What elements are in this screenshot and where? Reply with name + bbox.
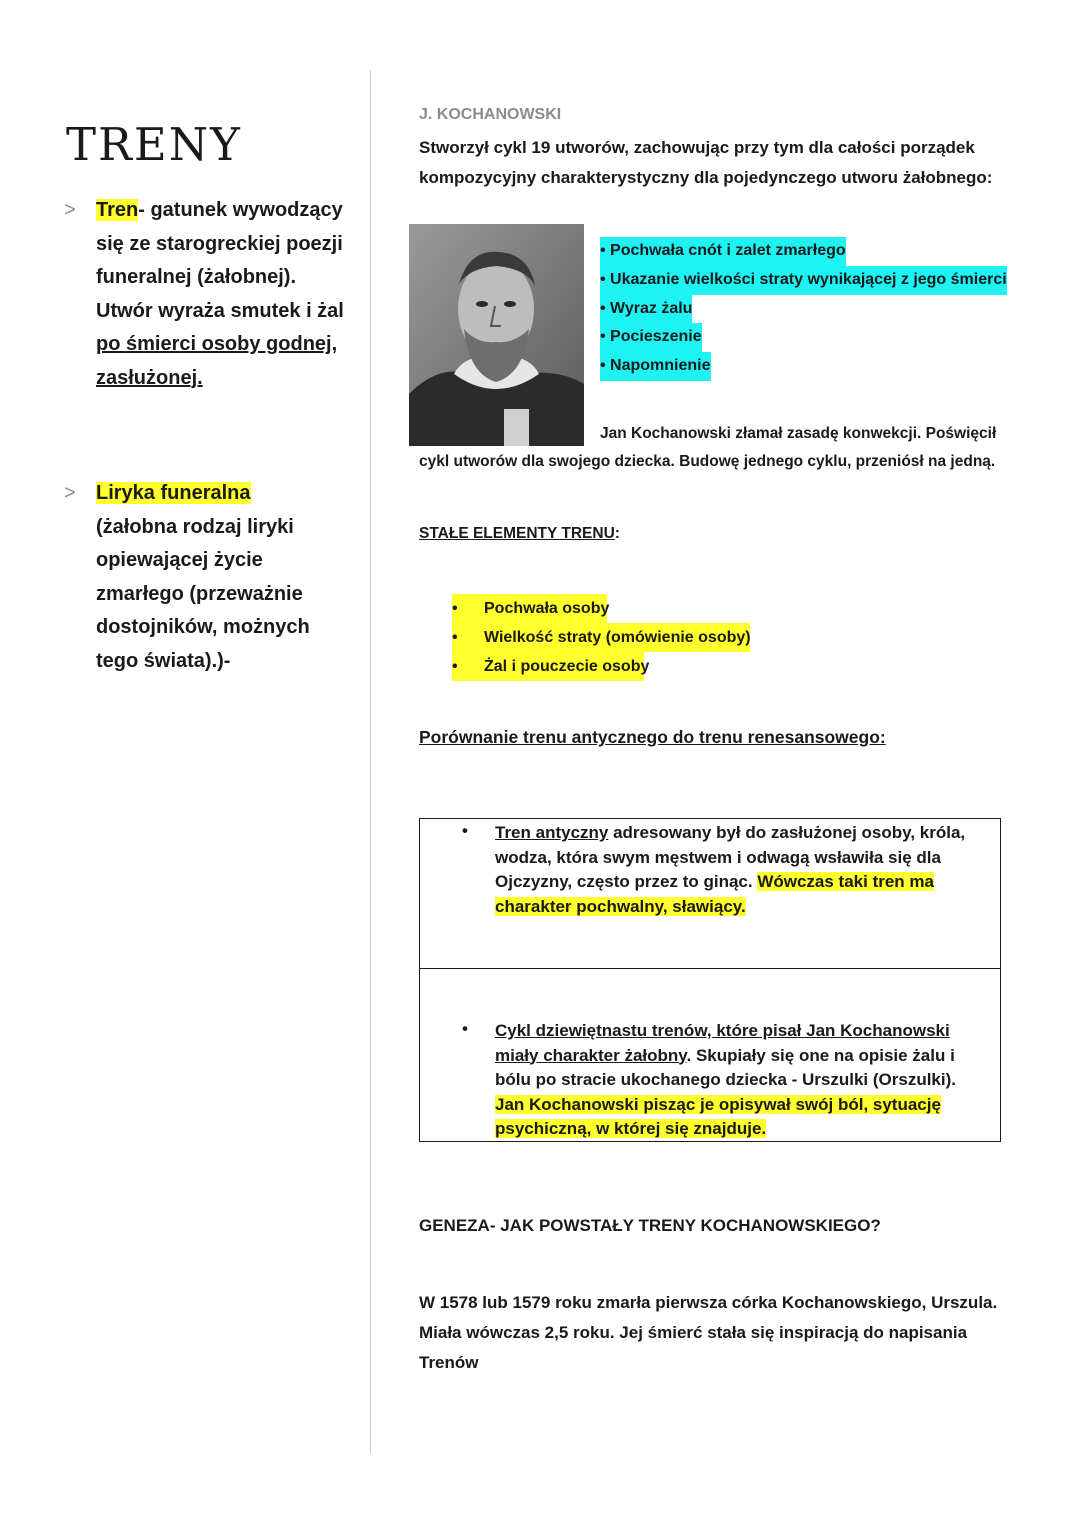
list-item-label: Żal i pouczecie osoby (484, 658, 650, 675)
renaissance-lament-text: . Skupiały się one na opisie żalu i bólu po stracie ukochanego dziecka - Urszulki (Orszulki). (495, 1045, 956, 1089)
elements-heading (419, 525, 620, 543)
renaissance-lament-cell (495, 1019, 973, 1142)
antique-lament-highlight: Wówczas taki tren ma charakter pochwalny, sławiący. (495, 872, 934, 916)
definition-liryka-text: (żałobna rodzaj liryki opiewającej życie zmarłego (przeważnie dostojników, możnych tego świata).)- (96, 515, 310, 672)
term-tren: Tren (96, 199, 139, 221)
bullet-dot-icon: • (462, 821, 468, 840)
elements-list (452, 594, 750, 681)
comparison-table (419, 818, 1001, 1142)
list-item: • Pochwała cnót i zalet zmarłego (600, 237, 846, 266)
list-item (452, 623, 750, 652)
list-item: • Napomnienie (600, 352, 711, 381)
definition-tren (96, 194, 346, 395)
bullet-arrow-icon: > (64, 199, 76, 221)
definition-liryka (96, 477, 346, 678)
list-item: • Pocieszenie (600, 323, 702, 352)
genesis-paragraph: W 1578 lub 1579 roku zmarła pierwsza córka Kochanowskiego, Urszula. Miała wówczas 2,5 roku. Jej śmierć stała się inspiracją do napisania Trenów (419, 1293, 998, 1372)
list-item: • Wyraz żalu (600, 295, 692, 324)
table-row-separator (420, 968, 1000, 969)
elements-heading-text: STAŁE ELEMENTY TRENU (419, 525, 615, 542)
renaissance-lament-highlight: Jan Kochanowski pisząc je opisywał swój ból, sytuację psychiczną, w której się znajduje. (495, 1094, 941, 1138)
antique-lament-text: adresowany był do zasłużonej osoby, króla, wodza, która swym męstwem i odwagą wsławiła się dla Ojczyzny, często przez to ginąc. (495, 823, 966, 891)
intro-paragraph: Stworzył cykl 19 utworów, zachowując przy tym dla całości porządek kompozycyjny charakterystyczny dla pojedynczego utworu żałobnego: (419, 138, 993, 187)
list-item (452, 594, 610, 623)
list-item-label: Wielkość straty (omówienie osoby) (484, 629, 751, 646)
column-divider (370, 70, 371, 1454)
antique-lament-term: Tren antyczny (495, 823, 609, 842)
kochanowski-portrait (409, 224, 584, 446)
page-title: TRENY (66, 118, 242, 171)
elements-heading-colon: : (614, 525, 620, 542)
lament-structure-list (600, 237, 1007, 381)
definition-tren-underlined: po śmierci osoby godnej, zasłużonej. (96, 333, 338, 389)
convention-line-2: cykl utworów dla swojego dziecka. Budowę jednego cyklu, przeniósł na jedną. (419, 453, 996, 470)
bullet-dot-icon: • (452, 600, 458, 617)
bullet-dot-icon: • (452, 658, 458, 675)
list-item: • Ukazanie wielkości straty wynikającej z jego śmierci (600, 266, 1007, 295)
bullet-dot-icon: • (462, 1019, 468, 1038)
definition-tren-text: - gatunek wywodzący się ze starogreckiej poezji funeralnej (żałobnej). Utwór wyraża smutek i żal (96, 199, 344, 322)
genesis-heading: GENEZA- JAK POWSTAŁY TRENY KOCHANOWSKIEGO? (419, 1216, 881, 1235)
author-heading: J. KOCHANOWSKI (419, 106, 562, 123)
renaissance-lament-term: Cykl dziewiętnastu trenów, które pisał Jan Kochanowski miały charakter żałobny (495, 1021, 950, 1065)
comparison-heading: Porównanie trenu antycznego do trenu renesansowego: (419, 727, 886, 747)
antique-lament-cell (495, 821, 973, 919)
bullet-arrow-icon: > (64, 482, 76, 504)
term-liryka-funeralna: Liryka funeralna (96, 482, 251, 504)
list-item-label: Pochwała osoby (484, 600, 610, 617)
convention-line-1: Jan Kochanowski złamał zasadę konwekcji. Poświęcił (600, 425, 997, 442)
bullet-dot-icon: • (452, 629, 458, 646)
list-item (452, 652, 650, 681)
